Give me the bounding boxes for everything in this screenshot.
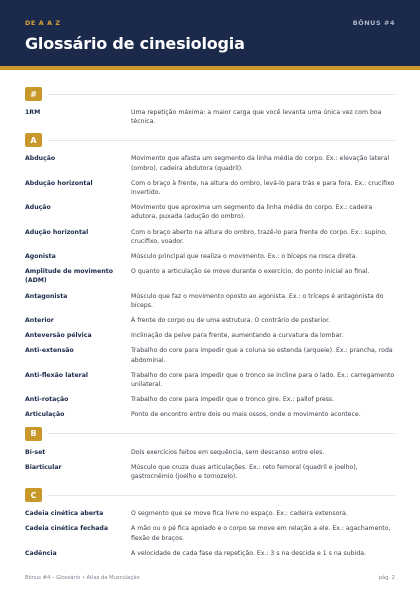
glossary-term: Amplitude de movimento (ADM) [25, 268, 113, 285]
glossary-entry [25, 509, 395, 518]
glossary-entry [25, 316, 395, 325]
glossary-definition: Com o braço à frente, na altura do ombro, levá-lo para trás e para fora. Ex.: crucifixo invertido. [131, 179, 395, 197]
glossary-entry [25, 395, 395, 404]
glossary-term: Abdução horizontal [25, 179, 93, 187]
glossary-term: Cadeia cinética fechada [25, 525, 108, 533]
glossary-term: Cadência [25, 549, 57, 557]
section-divider [48, 140, 395, 141]
glossary-definition: Ponto de encontro entre dois ou mais ossos, onde o movimento acontece. [131, 411, 361, 419]
section-letter-badge: A [25, 133, 42, 147]
glossary-entry [25, 331, 395, 340]
glossary-list [25, 82, 395, 564]
glossary-definition: Uma repetição máxima: a maior carga que você levanta uma única vez com boa técnica. [131, 109, 382, 126]
glossary-entry [25, 346, 395, 364]
glossary-definition: Trabalho do core para impedir que a coluna se estenda (arqueie). Ex.: prancha, roda abdominal. [131, 347, 393, 364]
glossary-entry [25, 108, 395, 126]
glossary-term: Anterior [25, 317, 54, 325]
glossary-entry [25, 228, 395, 246]
glossary-entry [25, 252, 395, 261]
glossary-entry [25, 448, 395, 457]
section-divider [48, 495, 395, 496]
glossary-definition: A mão ou o pé fica apoiado e o corpo se move em relação a ele. Ex.: agachamento, flexão de braços. [131, 525, 391, 542]
glossary-term: 1RM [25, 109, 41, 116]
header-accent-bar [0, 66, 420, 70]
page-header [0, 0, 420, 66]
glossary-entry [25, 179, 395, 197]
glossary-definition: Músculo principal que realiza o movimento. Ex.: o bíceps na rosca direta. [131, 253, 358, 261]
glossary-definition: Movimento que afasta um segmento da linha média do corpo. Ex.: elevação lateral (ombro), cadeira abdutora (quadril). [131, 155, 390, 172]
glossary-term: Anti-flexão lateral [25, 371, 88, 379]
glossary-definition: O quanto a articulação se move durante o exercício, do ponto inicial ao final. [131, 268, 370, 276]
section-divider [48, 433, 395, 434]
glossary-definition: Trabalho do core para impedir que o tronco se incline para o lado. Ex.: carregamento unilateral. [131, 371, 395, 389]
glossary-entry [25, 371, 395, 389]
glossary-entry [25, 203, 395, 221]
section-header [25, 86, 395, 102]
glossary-term: Adução horizontal [25, 228, 89, 236]
section-header [25, 132, 395, 148]
glossary-entry [25, 292, 395, 310]
section-header [25, 426, 395, 442]
glossary-definition: Músculo que faz o movimento oposto ao agonista. Ex.: o tríceps é antagonista do bíceps. [131, 292, 384, 309]
header-kicker: DE A A Z [25, 19, 61, 27]
section-header [25, 487, 395, 503]
glossary-definition: Movimento que aproxima um segmento da linha média do corpo. Ex.: cadeira adutora, puxada (adução do ombro). [131, 204, 373, 221]
page-title: Glossário de cinesiologia [25, 34, 245, 53]
glossary-term: Agonista [25, 253, 56, 261]
glossary-definition: Dois exercícios feitos em sequência, sem descanso entre eles. [131, 448, 325, 456]
glossary-definition: Inclinação da pelve para frente, aumentando a curvatura da lombar. [131, 332, 344, 340]
footer-text: Bônus #4 – Glossário • Atlas da Musculação [25, 575, 140, 581]
glossary-term: Articulação [25, 411, 65, 419]
glossary-term: Abdução [25, 155, 56, 163]
glossary-definition: Trabalho do core para impedir que o tronco gire. Ex.: pallof press. [131, 396, 335, 404]
glossary-term: Cadeia cinética aberta [25, 510, 104, 518]
glossary-entry [25, 524, 395, 542]
glossary-entry [25, 154, 395, 172]
glossary-term: Bi-set [25, 448, 46, 456]
section-letter-badge: B [25, 427, 42, 441]
section-divider [48, 94, 395, 95]
glossary-definition: A velocidade de cada fase da repetição. Ex.: 3 s na descida e 1 s na subida. [131, 549, 367, 557]
glossary-term: Anteversão pélvica [25, 332, 92, 340]
section-letter-badge: C [25, 488, 42, 502]
glossary-entry [25, 267, 395, 285]
glossary-term: Biarticular [25, 463, 62, 471]
glossary-definition: À frente do corpo ou de uma estrutura. O contrário de posterior. [131, 317, 331, 325]
glossary-definition: Músculo que cruza duas articulações. Ex.: reto femoral (quadril e joelho), gastrocnêmio (joelho e tornozelo). [131, 463, 358, 481]
glossary-entry [25, 410, 395, 419]
glossary-term: Antagonista [25, 292, 68, 300]
page-number: pág. 2 [378, 575, 395, 581]
glossary-definition: O segmento que se move fica livre no espaço. Ex.: cadeira extensora. [131, 510, 348, 518]
glossary-entry [25, 463, 395, 481]
glossary-term: Adução [25, 204, 51, 212]
glossary-term: Anti-extensão [25, 347, 74, 355]
glossary-term: Anti-rotação [25, 396, 69, 404]
glossary-entry [25, 549, 395, 558]
section-letter-badge: # [25, 87, 42, 101]
header-bonus-label: BÔNUS #4 [352, 19, 395, 27]
glossary-definition: Com o braço aberto na altura do ombro, trazê-lo para frente do corpo. Ex.: supino, crucifixo, voador. [131, 228, 387, 245]
